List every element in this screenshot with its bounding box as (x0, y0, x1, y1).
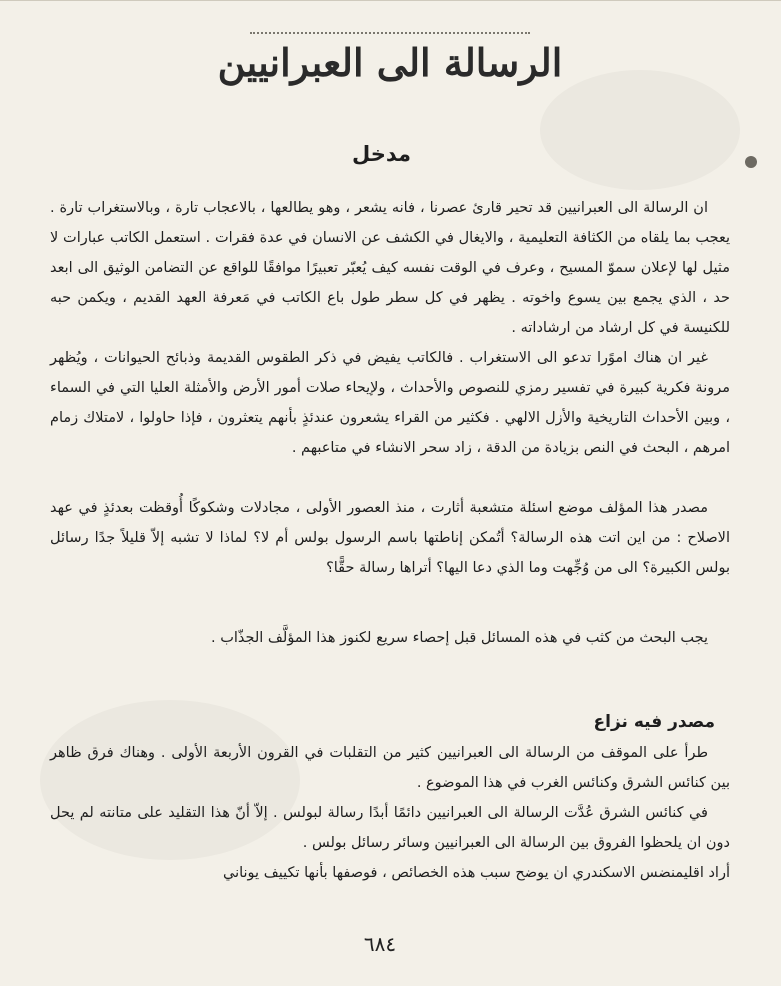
intro-paragraph-3: مصدر هذا المؤلف موضع اسئلة متشعبة أثارت ، منذ العصور الأولى ، مجادلات وشكوكًا أُوقظت بعدئذٍ في عهد الاصلاح : من اين اتت هذه الرسالة؟ أتُمكن إناطتها باسم الرسول بولس أم لا؟ لماذا لا تشبه إلاّ قليلاً جدًا رسائل بولس الكبيرة؟ الى من وُجِّهت وما الذي دعا اليها؟ أتراها رسالة حقًّا؟ (50, 500, 730, 576)
intro-paragraph-1: ان الرسالة الى العبرانيين قد تحير قارئ عصرنا ، فانه يشعر ، وهو يطالعها ، بالاعجاب تارة ، وبالاستغراب تارة . يعجب بما يلقاه من الكثافة التعليمية ، والايغال في الكشف عن الانسان في عدة فقرات . استعمل الكاتب عبارات لا مثيل لها لإعلان سموّ المسيح ، وعرف في الوقت نفسه كيف يُعبّر تعبيرًا موافقًا للواقع عن التضامن الوثيق الى ابعد حد ، الذي يجمع بين يسوع واخوته . يظهر في كل سطر طول باع الكاتب في مَعرفة العهد القديم ، ويكمن حبه للكنيسة في كل ارشاد من ارشاداته . (50, 200, 730, 336)
source-paragraph-1: طرأ على الموقف من الرسالة الى العبرانيين كثير من التقلبات في القرون الأربعة الأولى . وهناك فرق ظاهر بين كنائس الشرق وكنائس الغرب في هذا الموضوع . (50, 745, 730, 791)
paper-stain (540, 70, 740, 190)
punch-hole-mark (745, 156, 757, 168)
source-paragraph-2: في كنائس الشرق عُدَّت الرسالة الى العبرانيين دائمًا أبدًا رسالة لبولس . إلاّ أنّ هذا التقليد على متانته لم يحل دون ان يلحظوا الفروق بين الرسالة الى العبرانيين وسائر رسائل بولس . (50, 805, 730, 851)
page-number: ٦٨٤ (363, 932, 397, 956)
section-heading-intro: مدخل (351, 142, 411, 166)
top-edge-line (0, 0, 781, 1)
intro-paragraph-4: يجب البحث من كثب في هذه المسائل قبل إحصاء سريع لكنوز هذا المؤلَّف الجذّاب . (210, 630, 708, 646)
page-title: الرسالة الى العبرانيين (217, 40, 563, 85)
intro-paragraph-2: غير ان هناك اموًرا تدعو الى الاستغراب . فالكاتب يفيض في ذكر الطقوس القديمة وذبائح الحيوانات ، ويُظهر مرونة فكرية كبيرة في تفسير رمزي للنصوص والأحداث ، ولإيحاء صلات أمور الأرض والأمثلة العليا التي في السماء ، وبين الأحداث التاريخية والأزل الالهي . فكثير من القراء يشعرون عندئذٍ بأنهم يتعثرون ، فإذا حاولوا ، لامتلاك زمام امرهم ، البحث في النص بزيادة من الدقة ، زاد سحر الانشاء في متاعبهم . (50, 350, 730, 456)
section-heading-source: مصدر فيه نزاع (593, 712, 715, 732)
source-paragraph-3: أراد اقليمنضس الاسكندري ان يوضح سبب هذه الخصائص ، فوصفها بأنها تكييف يوناني (222, 865, 730, 881)
